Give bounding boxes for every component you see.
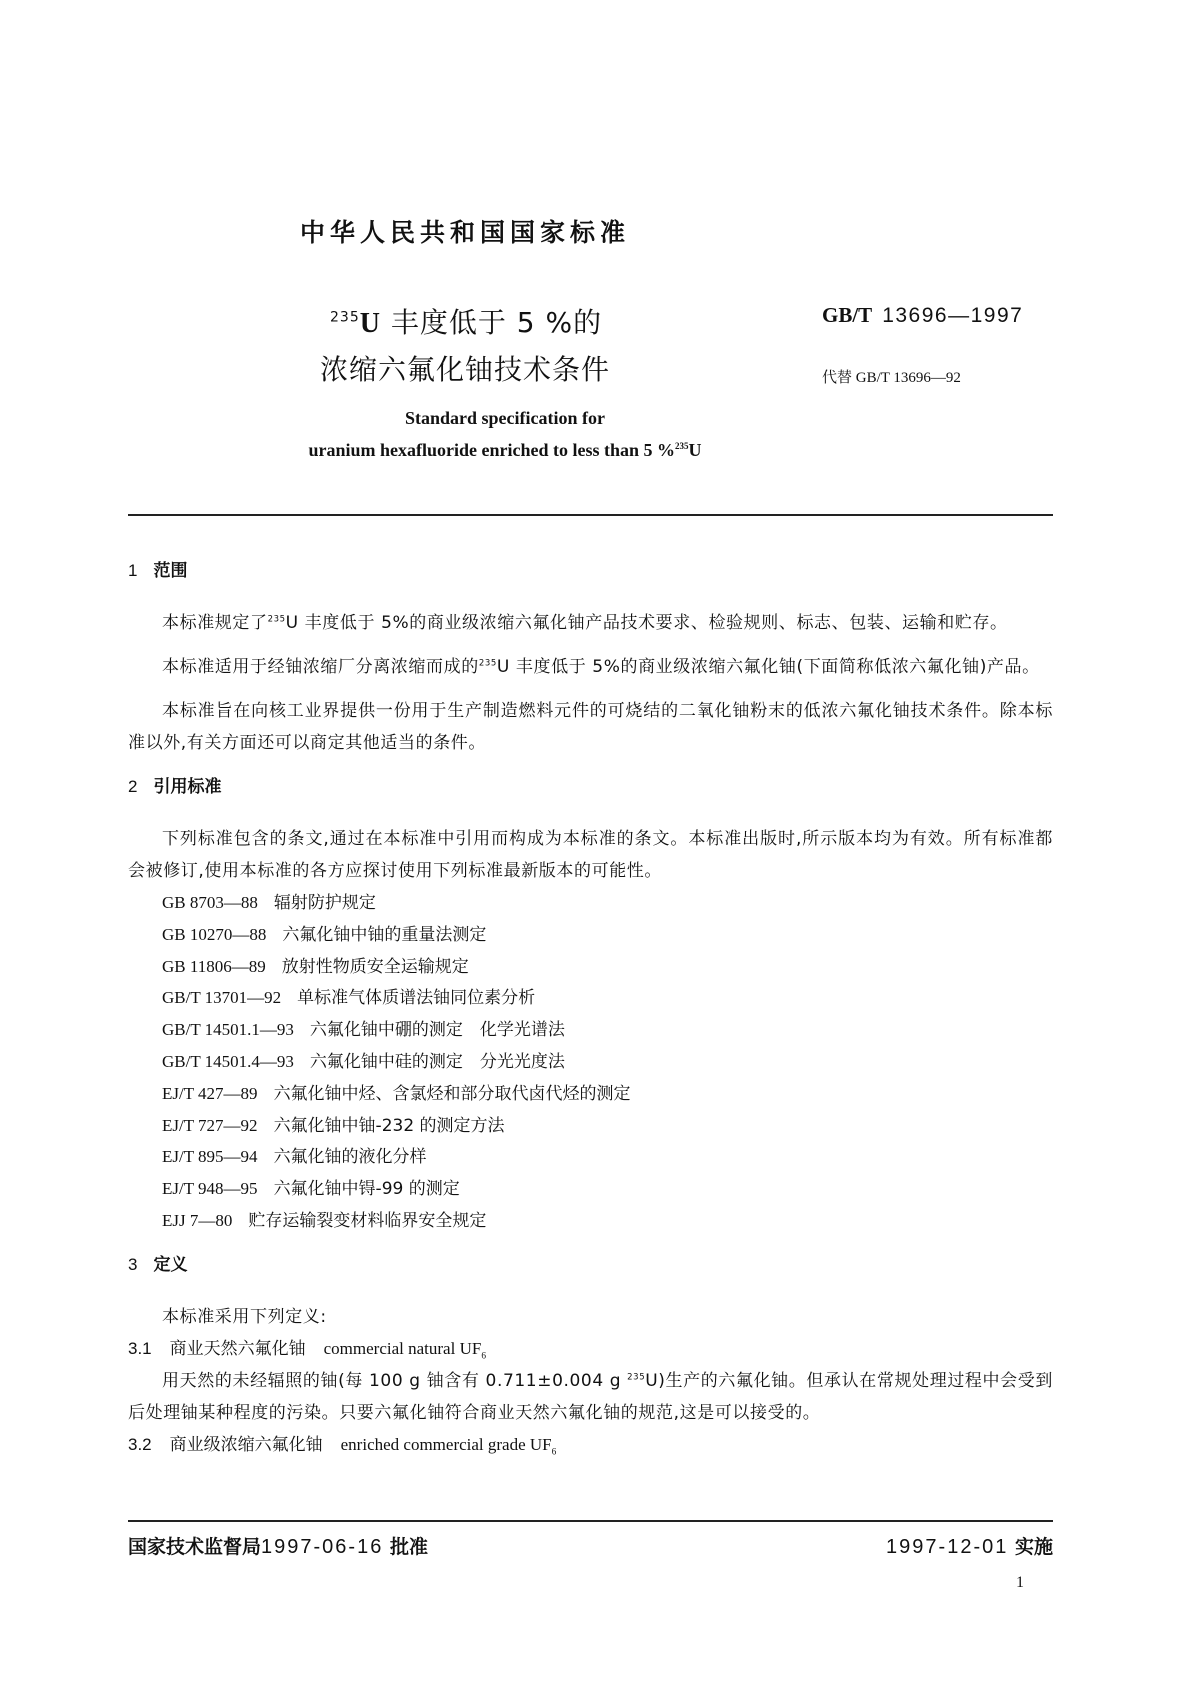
approval-date: 1997-06-16 [261, 1536, 384, 1558]
section-3-intro: 本标准采用下列定义: [162, 1306, 327, 1327]
list-item: GB/T 13701—92 单标准气体质谱法铀同位素分析 [162, 988, 536, 1009]
effective-date: 1997-12-01 [886, 1536, 1009, 1558]
section-1-paragraph-1: 本标准规定了$^{235}$U 丰度低于 5%的商业级浓缩六氟化铀产品技术要求、检验规则、标志、包装、运输和贮存。 [162, 613, 1008, 633]
list-item: EJ/T 727—92 六氟化铀中铀-232 的测定方法 [162, 1115, 505, 1136]
title-zh-line1: $^{235}$U 丰度低于 5 %的 [330, 306, 603, 339]
definition-3-1-text: 用天然的未经辐照的铀(每 100 g 铀含有 0.711±0.004 g $^{235}$U)生产的六氟化铀。但承认在常规处理过程中会受到后处理铀某种程度的污染。只要六氟化铀符合商业天然六氟化铀的规范,这是可以接受的。 [128, 1370, 1053, 1423]
page-number: 1 [1016, 1574, 1024, 1591]
document-body [128, 555, 1053, 1461]
list-item: EJ/T 948—95 六氟化铀中锝-99 的测定 [162, 1179, 460, 1200]
list-item: GB 11806—89 放射性物质安全运输规定 [162, 956, 469, 977]
list-item: GB/T 14501.4—93 六氟化铀中硅的测定 分光光度法 [162, 1051, 565, 1072]
approval-line: 国家技术监督局1997-06-16 批准 [128, 1536, 428, 1558]
list-item: EJJ 7—80 贮存运输裂变材料临界安全规定 [162, 1210, 487, 1231]
section-1-paragraph-3: 本标准旨在向核工业界提供一份用于生产制造燃料元件的可烧结的二氧化铀粉末的低浓六氟化铀技术条件。除本标准以外,有关方面还可以商定其他适当的条件。 [128, 701, 1053, 753]
title-zh-line2: 浓缩六氟化铀技术条件 [320, 353, 611, 386]
section-1-heading: 1 范围 [128, 561, 188, 581]
standard-number: GB/T 13696—1997 [822, 303, 1024, 327]
replaces-standard: 代替 GB/T 13696—92 [822, 370, 961, 386]
footer-divider [128, 1520, 1053, 1522]
header-divider [128, 514, 1053, 516]
definition-3-1-heading: 3.1 商业天然六氟化铀 commercial natural $UF_6$ [128, 1338, 486, 1362]
list-item: GB/T 14501.1—93 六氟化铀中硼的测定 化学光谱法 [162, 1020, 565, 1041]
list-item: GB 10270—88 六氟化铀中铀的重量法测定 [162, 924, 487, 945]
section-2-paragraph-1: 下列标准包含的条文,通过在本标准中引用而构成为本标准的条文。本标准出版时,所示版本均为有效。所有标准都会被修订,使用本标准的各方应探讨使用下列标准最新版本的可能性。 [128, 829, 1053, 881]
section-2-heading: 2 引用标准 [128, 777, 222, 797]
list-item: EJ/T 427—89 六氟化铀中烃、含氯烃和部分取代卤代烃的测定 [162, 1083, 631, 1104]
isotope-mass: 235 [330, 309, 360, 326]
section-3-heading: 3 定义 [128, 1254, 188, 1275]
effective-line: 1997-12-01 实施 [886, 1536, 1053, 1558]
list-item: GB 8703—88 辐射防护规定 [162, 893, 376, 913]
national-standard-heading: 中华人民共和国国家标准 [300, 218, 631, 247]
referenced-standards-list [128, 887, 1053, 1237]
definition-3-2-heading: 3.2 商业级浓缩六氟化铀 enriched commercial grade $UF_6$ [128, 1434, 557, 1458]
document-title-zh [320, 300, 611, 393]
list-item: EJ/T 895—94 六氟化铀的液化分样 [162, 1147, 427, 1168]
document-title-en: Standard specification for uranium hexafluoride enriched to less than 5 %$^{235}$U [308, 408, 702, 460]
section-1-paragraph-2: 本标准适用于经铀浓缩厂分离浓缩而成的$^{235}$U 丰度低于 5%的商业级浓缩六氟化铀(下面简称低浓六氟化铀)产品。 [162, 657, 1040, 677]
